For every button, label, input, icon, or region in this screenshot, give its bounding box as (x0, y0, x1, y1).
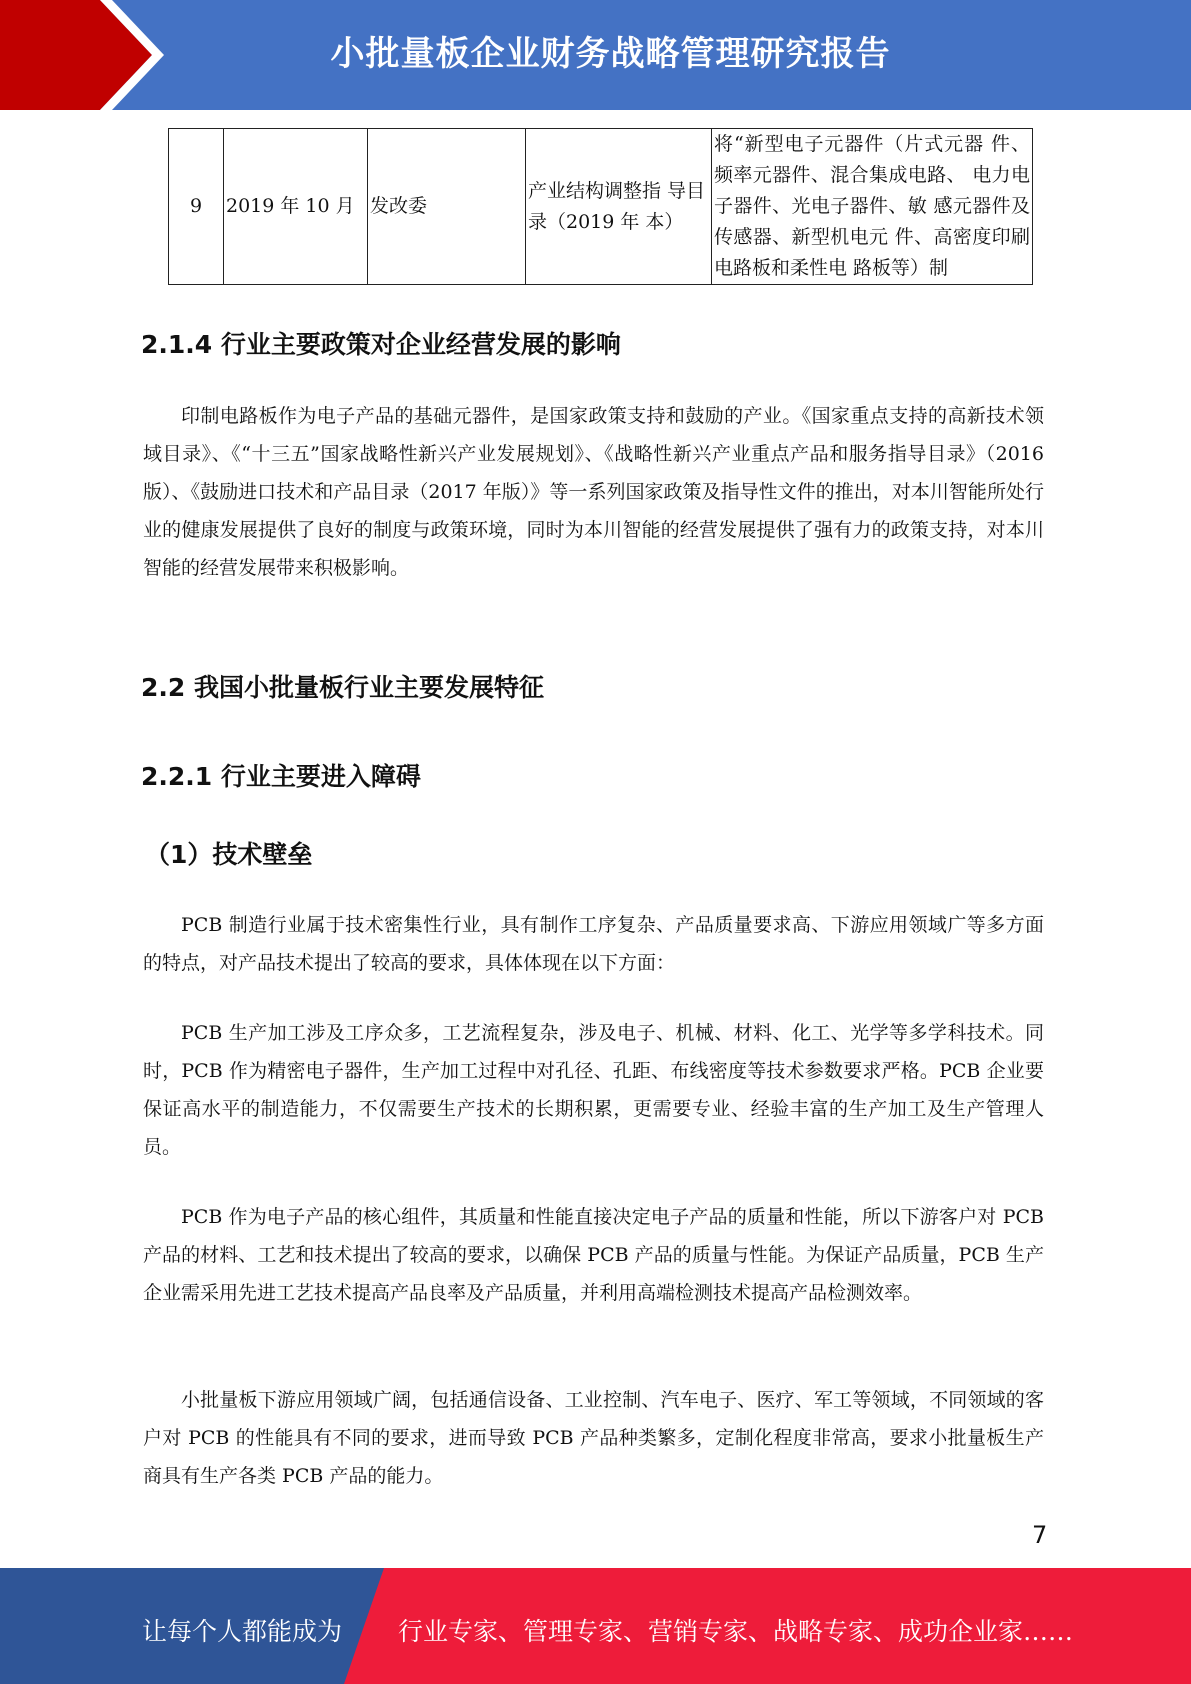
page-header (0, 0, 1191, 110)
footer-slogan-right: 行业专家、管理专家、营销专家、战略专家、成功企业家…… (398, 1617, 1074, 1646)
paragraph-downstream: 小批量板下游应用领域广阔，包括通信设备、工业控制、汽车电子、医疗、军工等领域，不同领域的客户对 PCB 的性能具有不同的要求，进而导致 PCB 产品种类繁多，定制化程度非常高，要求小批量板生产商具有生产各类 PCB 产品的能力。 (143, 1389, 1044, 1487)
cell-document: 产业结构调整指 导目录（2019 年 本） (526, 129, 712, 285)
page-number: 7 (1032, 1521, 1048, 1549)
cell-date: 2019 年 10 月 (224, 129, 368, 285)
footer-slogan-left: 让每个人都能成为 (142, 1617, 343, 1646)
report-title: 小批量板企业财务战略管理研究报告 (330, 34, 891, 74)
paragraph-policy-impact: 印制电路板作为电子产品的基础元器件，是国家政策支持和鼓励的产业。《国家重点支持的高新技术领域目录》、《“十三五”国家战略性新兴产业发展规划》、《战略性新兴产业重点产品和服务指导目录》（2016 版）、《鼓励进口技术和产品目录（2017 年版）》等一系列国家政策及指导性文件的推出，对本川智能所处行业的健康发展提供了良好的制度与政策环境，同时为本川智能的经营发展提供了强有力的政策支持，对本川智能的经营发展带来积极影响。 (143, 405, 1044, 579)
heading-technical-barrier: （1）技术壁垒 (145, 840, 313, 869)
policy-table (168, 128, 1033, 285)
table-row (169, 129, 1033, 285)
page-footer (0, 1568, 1191, 1684)
cell-department: 发改委 (368, 129, 526, 285)
heading-2-2-1: 2.2.1 行业主要进入障碍 (141, 762, 421, 791)
cell-no: 9 (169, 129, 224, 285)
heading-2-1-4: 2.1.4 行业主要政策对企业经营发展的影响 (141, 330, 621, 359)
paragraph-pcb-quality: PCB 作为电子产品的核心组件，其质量和性能直接决定电子产品的质量和性能，所以下游客户对 PCB 产品的材料、工艺和技术提出了较高的要求，以确保 PCB 产品的质量与性能。为保证产品质量，PCB 生产企业需采用先进工艺技术提高产品良率及产品质量，并利用高端检测技术提高产品检测效率。 (143, 1206, 1044, 1304)
heading-2-2: 2.2 我国小批量板行业主要发展特征 (141, 673, 544, 702)
cell-description: 将“新型电子元器件（片式元器 件、频率元器件、混合集成电路、 电力电子器件、光电子器件、敏 感元器件及传感器、新型机电元 件、高密度印刷电路板和柔性电 路板等）制 (712, 129, 1033, 285)
paragraph-pcb-process: PCB 生产加工涉及工序众多，工艺流程复杂，涉及电子、机械、材料、化工、光学等多学科技术。同时，PCB 作为精密电子器件，生产加工过程中对孔径、孔距、布线密度等技术参数要求严格。PCB 企业要保证高水平的制造能力，不仅需要生产技术的长期积累，更需要专业、经验丰富的生产加工及生产管理人员。 (143, 1022, 1044, 1158)
paragraph-pcb-intro: PCB 制造行业属于技术密集性行业，具有制作工序复杂、产品质量要求高、下游应用领域广等多方面的特点，对产品技术提出了较高的要求，具体体现在以下方面： (143, 914, 1044, 974)
